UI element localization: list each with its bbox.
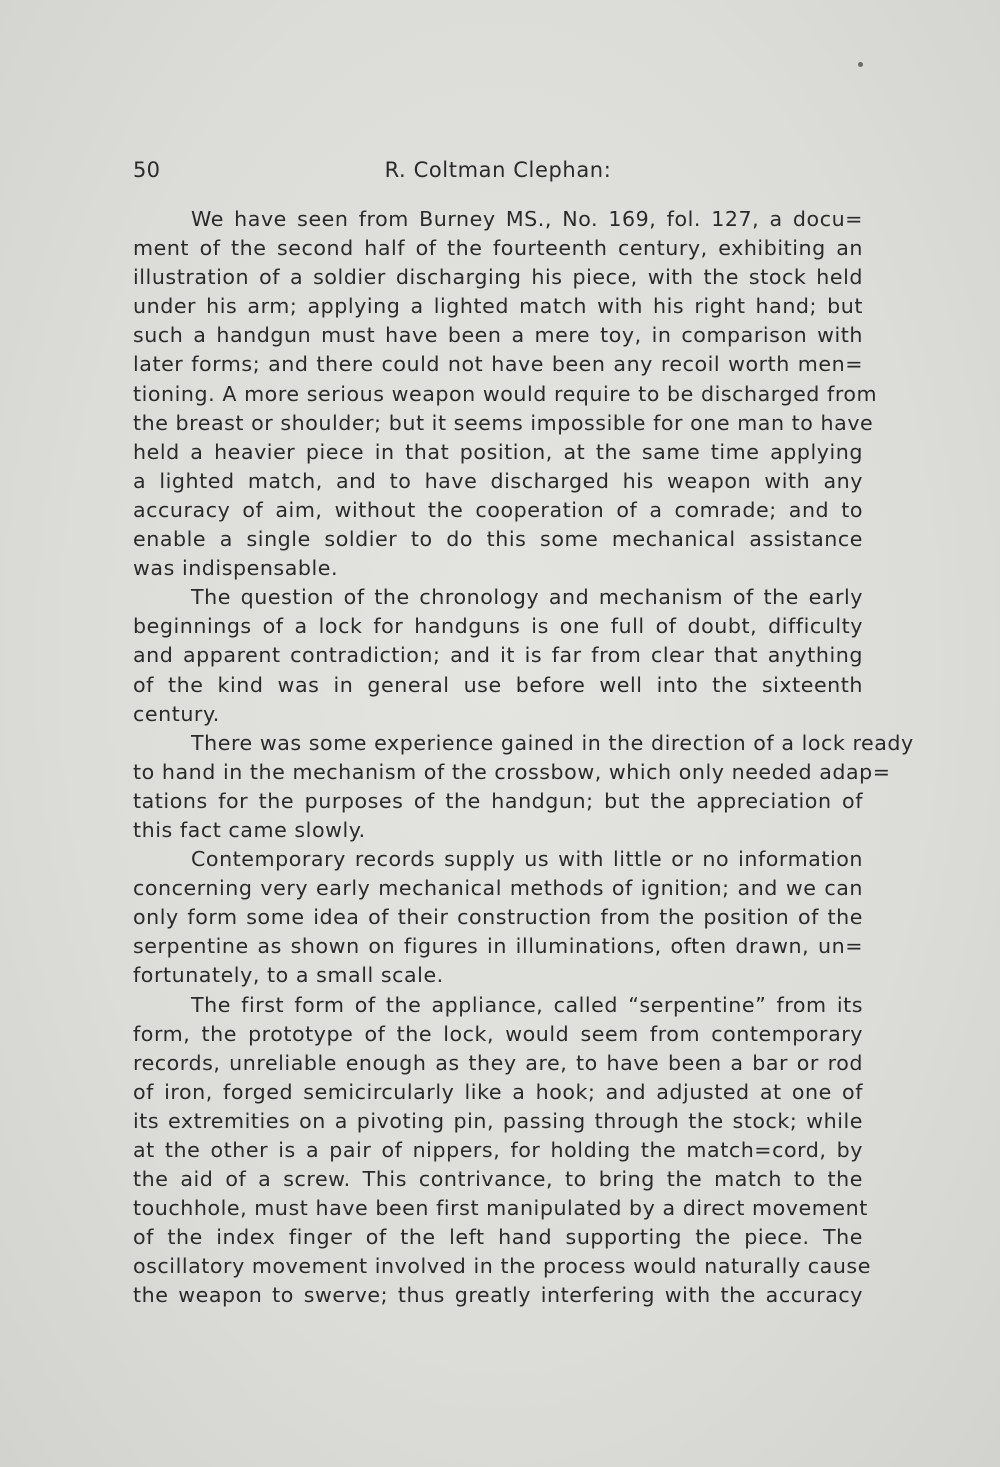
text-line: illustration of a soldier discharging his piece, with the stock held bbox=[133, 265, 863, 290]
text-line: There was some experience gained in the direction of a lock ready bbox=[191, 730, 914, 755]
text-line: concerning very early mechanical methods of ignition; and we can bbox=[133, 876, 863, 901]
text-line: to hand in the mechanism of the crossbow, which only needed adap= bbox=[133, 759, 891, 784]
text-line: tioning. A more serious weapon would require to be discharged from bbox=[133, 381, 878, 406]
text-line: touchhole, must have been first manipulated by a direct movement bbox=[133, 1196, 868, 1221]
text-line: century. bbox=[133, 701, 220, 726]
text-line: this fact came slowly. bbox=[133, 817, 366, 842]
running-head: R. Coltman Clephan: bbox=[384, 158, 612, 182]
text-line: of iron, forged semicircularly like a hook; and adjusted at one of bbox=[133, 1079, 863, 1104]
text-line: the weapon to swerve; thus greatly interfering with the accuracy bbox=[133, 1283, 863, 1308]
text-line: accuracy of aim, without the cooperation of a comrade; and to bbox=[133, 497, 863, 522]
text-line: oscillatory movement involved in the process would naturally cause bbox=[133, 1254, 871, 1279]
ink-speck bbox=[858, 62, 863, 67]
text-line: Contemporary records supply us with little or no information bbox=[191, 847, 863, 872]
paragraph-5 bbox=[133, 991, 871, 1311]
paragraph-3 bbox=[133, 729, 914, 845]
text-line: serpentine as shown on figures in illuminations, often drawn, un= bbox=[133, 934, 863, 959]
paragraph-1 bbox=[133, 205, 878, 583]
text-line: later forms; and there could not have been any recoil worth men= bbox=[133, 352, 863, 377]
text-line: at the other is a pair of nippers, for holding the match=cord, by bbox=[133, 1138, 863, 1162]
text-line: form, the prototype of the lock, would seem from contemporary bbox=[133, 1021, 863, 1046]
paragraph-4 bbox=[133, 845, 863, 990]
text-line: We have seen from Burney MS., No. 169, fol. 127, a docu= bbox=[191, 207, 863, 231]
text-line: tations for the purposes of the handgun; but the appreciation of bbox=[133, 788, 863, 813]
page-header bbox=[133, 152, 863, 192]
text-line: enable a single soldier to do this some mechanical assistance bbox=[133, 527, 863, 552]
text-line: a lighted match, and to have discharged his weapon with any bbox=[133, 468, 863, 493]
text-line: The question of the chronology and mechanism of the early bbox=[191, 585, 863, 610]
text-line: its extremities on a pivoting pin, passing through the stock; while bbox=[133, 1108, 863, 1133]
text-line: beginnings of a lock for handguns is one full of doubt, difficulty bbox=[133, 614, 863, 639]
text-line: held a heavier piece in that position, at the same time applying bbox=[133, 439, 863, 464]
text-line: ment of the second half of the fourteenth century, exhibiting an bbox=[133, 236, 863, 261]
text-line: the aid of a screw. This contrivance, to bring the match to the bbox=[133, 1167, 863, 1192]
text-line: was indispensable. bbox=[133, 556, 339, 581]
text-line: of the index finger of the left hand supporting the piece. The bbox=[133, 1225, 863, 1250]
body-text bbox=[133, 205, 914, 1311]
text-line: such a handgun must have been a mere toy, in comparison with bbox=[133, 323, 863, 348]
text-line: of the kind was in general use before well into the sixteenth bbox=[133, 672, 863, 697]
text-line: and apparent contradiction; and it is far from clear that anything bbox=[133, 643, 863, 668]
text-line: fortunately, to a small scale. bbox=[133, 963, 444, 988]
text-line: The first form of the appliance, called “serpentine” from its bbox=[191, 992, 863, 1017]
text-line: records, unreliable enough as they are, to have been a bar or rod bbox=[133, 1050, 863, 1075]
paragraph-2 bbox=[133, 583, 863, 728]
text-line: under his arm; applying a lighted match with his right hand; but bbox=[133, 294, 863, 319]
page-number: 50 bbox=[133, 158, 161, 182]
text-line: only form some idea of their construction from the position of the bbox=[133, 905, 863, 930]
text-line: the breast or shoulder; but it seems impossible for one man to have bbox=[133, 410, 874, 435]
